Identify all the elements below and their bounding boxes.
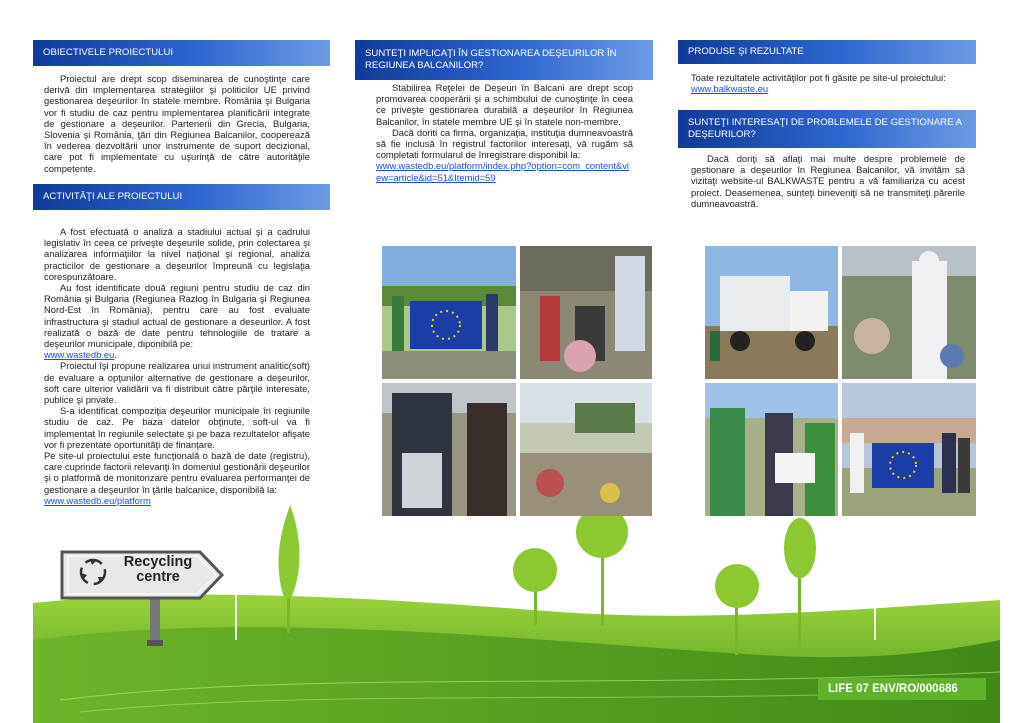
interested-body [691,153,965,209]
balkwaste-link[interactable]: www.balkwaste.eu [691,83,769,95]
activities-paragraph-4: S-a identificat compoziţia deşeurilor municipale în regiunile studiu de caz. Pe baza datelor obţinute, soft-ul va fi implementat în regiunile selectate şi pe baza rezultatelor afişate vor fi prezentate oportunităţi de finanţare. [44,405,310,450]
products-title: PRODUSE ŞI REZULTATE [688,46,804,57]
objectives-text: Proiectul are drept scop diseminarea de cunoştinţe care derivă din implementarea strategiilor şi politicilor UE privind gestionarea deşeurilor în statele membre. România şi Bulgaria vor fi studiu de caz pentru implementarea planificării integrate de gestionare a deşeurilor. Partenerii din Grecia, Bulgaria, Slovenia şi România, ţări din Regiunea Balcanilor, cooperează în vederea dezvoltării unor instrumente de suport decizional, care pot fi implementate cu uşurinţă de către autorităţile competente. [44,73,310,174]
involved-paragraph-2: Dacă doriti ca firma, organizaţia, instituţia dumneavoastră să fie inclusă în registrul factorilor interesaţi, vă rugăm să completati formularul de înregistrare disponibil la: [376,126,633,161]
photo-team-eu-flag [382,246,516,379]
involved-body [376,82,633,183]
photo-waste-sorting-1 [520,246,652,379]
activities-paragraph-1: A fost efectuată o analiză a stadiului actual şi a cadrului legislativ în ceea ce priveşte deşeurile solide, prin colectarea şi analizarea informaţiilor la nivel naţional şi regional, analiza practicilor de gestionare a deşeurilor împreună cu legislaţia corespunzătoare. [44,226,310,282]
photo-landfill-worker [842,246,976,379]
photo-waste-sorting-2 [382,383,516,516]
involved-header [355,40,653,80]
activities-paragraph-3: Proiectul îşi propune realizarea unui instrument analitic(soft) de evaluare a opţunilor alternative de gestionare a deşeurilor, soft care ulterior validării va fi distribuit către părţile interesate, publice şi private. [44,360,310,406]
products-text: Toate rezultatele activităţilor pot fi găsite pe site-ul proiectului: [691,72,946,83]
sign-label: Recycling centre [123,554,193,585]
products-body [691,72,965,94]
photo-garbage-truck [705,246,838,379]
project-code-badge: LIFE 07 ENV/RO/000686 [818,678,986,700]
objectives-title: OBIECTIVELE PROIECTULUI [43,47,174,58]
involved-title: SUNTEŢI IMPLICAŢI ÎN GESTIONAREA DEŞEURILOR ÎN REGIUNEA BALCANILOR? [365,48,617,71]
activities-title: ACTIVITĂŢI ALE PROIECTULUI [43,191,183,202]
wastedb-platform-link[interactable]: www.wastedb.eu/platform [44,494,151,506]
activities-body: A fost efectuată o analiză a stadiului actual şi a cadrului legislativ în ceea ce priveşte deşeurile solide, prin colectarea şi analizarea informaţiilor la nivel naţional şi regional, analiza practicilor de gestionare a deşeurilor împreună cu legislaţia corespunzătoare. Au fost identificate două regiuni pentru studiu de caz din România şi Bulgaria (Regiunea Razlog în Bulgaria şi Regiunea Nord-Est în România), pentru care au fost evaluate infrastructura şi stadiul actual de gestionare a deseurilor. A fost realizată o bază de date pentru tehnologiile de tratare a deşeurilor municipale, diponibilă pe: www.wastedb.eu. Proiectul îşi propune realizarea unui instrument analitic(soft) de evaluare a opţunilor alternative de gestionare a deşeurilor, soft care ulterior validării va fi distribuit către părţile interesate, publice şi private. S-a identificat compoziţia deşeurilor municipale în regiunile studiu de caz. Pe baza datelor obţinute, soft-ul va fi implementat în regiunile selectate şi pe baza rezultatelor afişate vor fi prezentate oportunităţi de finanţare. Pe site-ul proiectului este funcţională o bază de date (registru), care cuprinde factorii relevanţi în domeniul gestionării deşeurilor şi o platformă de monitorizare pentru evaluarea performanţei de gestionare a deşeurilor în ţările balcanice, disponibilă la: www.wastedb.eu/platform [44,226,310,506]
registration-link[interactable]: www.wastedb.eu/platform/index.php?option=com_content&view=article&id=51&Itemid=59 [376,160,630,183]
products-header [678,40,976,64]
photo-group-eu-flag [842,383,976,516]
activities-paragraph-5: Pe site-ul proiectului este funcţională o bază de date (registru), care cuprinde factorii relevanţi în domeniul gestionării deşeurilor şi o platformă de monitorizare pentru evaluarea performanţei de gestionare a deşeurilor în ţările balcanice, disponibilă la: [44,450,310,495]
objectives-header [33,40,330,66]
wastedb-link[interactable]: www.wastedb.eu [44,349,115,361]
photo-sorting-team [705,383,838,516]
interested-title: SUNTEŢI INTERESAŢI DE PROBLEMELE DE GESTIONARE A DEŞEURILOR? [688,117,962,140]
activities-paragraph-2: Au fost identificate două regiuni pentru studiu de caz din România şi Bulgaria (Regiunea Razlog în Bulgaria şi Regiunea Nord-Est în România), pentru care au fost evaluate infrastructura şi stadiul actual de gestionare a deseurilor. A fost realizată o bază de date pentru tehnologiile de tratare a deşeurilor municipale, diponibilă pe: [44,282,310,350]
activities-header [33,184,330,210]
interested-text: Dacă doriţi să aflaţi mai multe despre problemele de gestionare a deşeurilor în Regiunea Balcanilor, vă invităm să vizitaţi website-ul BALKWASTE pentru a vă familiariza cu acest proiect. Deasemenea, sunteţi bineveniţi să ne transmiteţi părerile dumneavoastră. [691,153,965,209]
involved-paragraph-1: Stabilirea Reţelei de Deşeuri în Balcani are drept scop promovarea cooperării şi a schimbului de cunoştinţe în ceea ce priveşte gestionarea durabilă a deşeurilor în Regiunea Balcanilor, în statele membre UE şi în statele non-membre. [376,82,633,127]
photo-landfill-truck [520,383,652,516]
sign-text [112,555,204,585]
interested-header [678,110,976,148]
objectives-body [44,73,310,174]
